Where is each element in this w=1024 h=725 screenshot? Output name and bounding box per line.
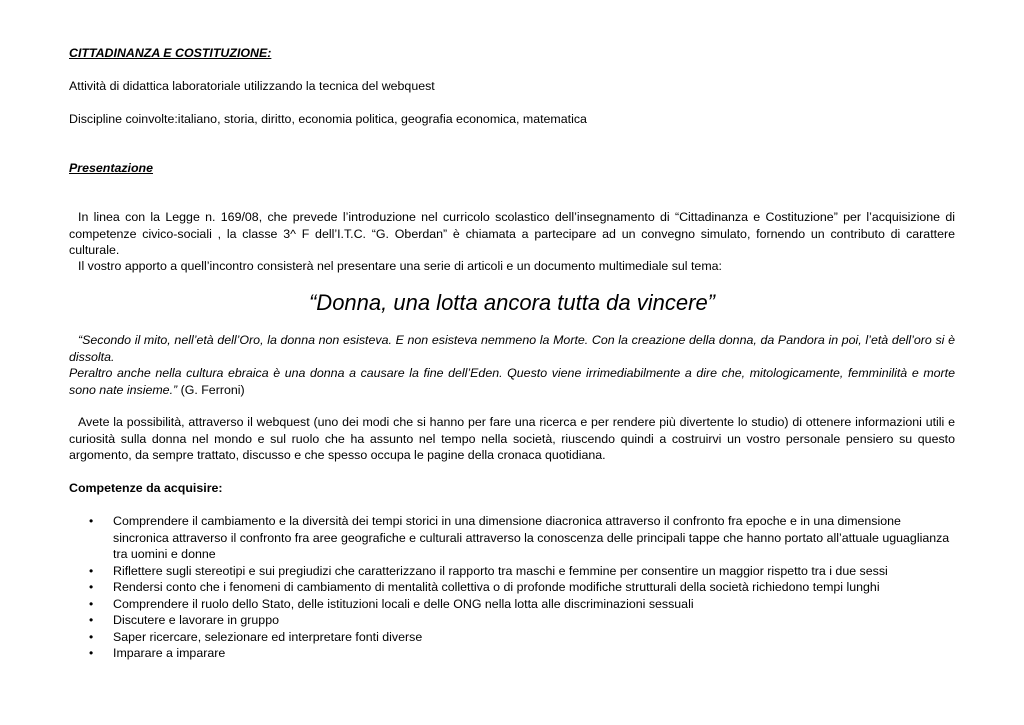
theme-title: “Donna, una lotta ancora tutta da vincere”: [308, 290, 716, 315]
list-item: • Riflettere sugli stereotipi e sui pregiudizi che caratterizzano il rapporto tra maschi e femmine per consentire un maggior rispetto tra i due sessi: [89, 563, 888, 578]
competences-heading: Competenze da acquisire:: [69, 481, 223, 495]
activity-line: Attività di didattica laboratoriale utilizzando la tecnica del webquest: [69, 79, 435, 93]
ferroni-quote: [69, 332, 955, 398]
presentation-paragraph-3: Avete la possibilità, attraverso il webquest (uno dei modi che si hanno per fare una ricerca e per rendere più divertente lo studio) di ottenere informazioni utili e curiosità sulla donna nel mondo e sul ruolo che ha assunto nel tempo nella società, riuscendo quindi a costruirvi un vostro personale pensiero su questo argomento, da sempre trattato, discusso e che spesso occupa le pagine della cronaca quotidiana.: [69, 415, 955, 462]
disciplines-line: Discipline coinvolte:italiano, storia, diritto, economia politica, geografia economica, matematica: [69, 112, 587, 126]
presentation-paragraph-2: Il vostro apporto a quell’incontro consisterà nel presentare una serie di articoli e un documento multimediale sul tema:: [78, 259, 722, 273]
quote-part-1: “Secondo il mito, nell’età dell’Oro, la donna non esisteva. E non esisteva nemmeno la Morte. Con la creazione della donna, da Pandora in poi, l’età dell’oro si è dissolta.: [69, 333, 955, 364]
list-item: • Comprendere il ruolo dello Stato, delle istituzioni locali e delle ONG nella lotta alle discriminazioni sessuali: [89, 596, 694, 611]
list-item: • Discutere e lavorare in gruppo: [89, 613, 279, 627]
presentation-paragraph-1: In linea con la Legge n. 169/08, che prevede l’introduzione nel curricolo scolastico dell’insegnamento di “Cittadinanza e Costituzione” per l’acquisizione di competenze civico-sociali , la classe 3^ F dell’I.T.C. “G. Oberdan” è chiamata a partecipare ad un convegno simulato, fornendo un contributo di carattere culturale.: [69, 210, 955, 257]
bullet-icon: •: [89, 629, 94, 644]
list-item: • Imparare a imparare: [89, 646, 226, 660]
competences-list: [69, 513, 955, 662]
list-item: • Rendersi conto che i fenomeni di cambiamento di mentalità collettiva o di profonde modifiche strutturali della società richiedono tempi lunghi: [89, 580, 880, 594]
quote-author: (G. Ferroni): [177, 382, 245, 397]
quote-part-2: Peraltro anche nella cultura ebraica è una donna a causare la fine dell’Eden. Questo viene irrimediabilmente a dire che, mitologicamente, femminilità e morte sono nate insieme.”: [69, 366, 955, 397]
bullet-icon: •: [89, 580, 94, 594]
bullet-icon: •: [89, 596, 94, 611]
bullet-icon: •: [89, 613, 94, 627]
bullet-icon: •: [89, 563, 94, 578]
list-item: • Comprendere il cambiamento e la diversità dei tempi storici in una dimensione diacronica attraverso il confronto fra epoche e in una dimensione sincronica attraverso il confronto fra aree geografiche e culturali attraverso la conoscenza delle principali tappe che hanno portato all’attuale uguaglianza tra uomini e donne: [89, 514, 950, 561]
bullet-icon: •: [89, 646, 94, 660]
bullet-icon: •: [89, 514, 94, 528]
list-item: • Saper ricercare, selezionare ed interpretare fonti diverse: [89, 629, 423, 644]
presentation-heading: Presentazione: [69, 161, 154, 175]
section-title: CITTADINANZA E COSTITUZIONE:: [69, 46, 272, 60]
